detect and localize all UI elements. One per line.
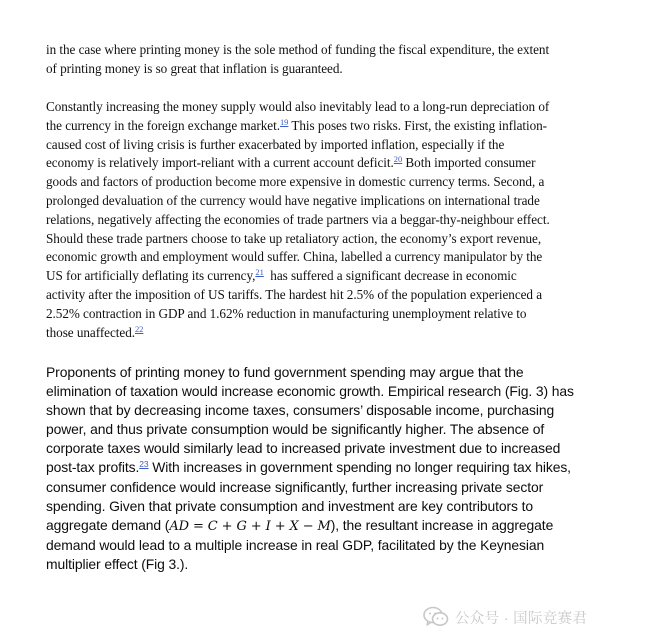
text-line (46, 267, 550, 286)
text-line: power, and thus private consumption would be significantly higher. The absence of (46, 421, 545, 438)
text-segment: This poses two risks. First, the existing inflation- (288, 117, 548, 133)
text-line: activity after the imposition of US tariffs. The hardest hit 2.5% of the population experienced a (46, 286, 543, 302)
text-segment: Both imported consumer (402, 155, 536, 171)
footnote-link-19[interactable]: 19 (279, 116, 289, 127)
text-line: caused cost of living crisis is further exacerbated by imported inflation, especially if the (46, 136, 505, 152)
text-segment: post-tax profits. (46, 459, 140, 476)
paragraph-currency-depreciation (46, 98, 550, 342)
text-line: Proponents of printing money to fund government spending may argue that the (46, 364, 524, 380)
text-line (46, 324, 550, 343)
text-line: corporate taxes would similarly lead to increased private investment due to increased (46, 440, 561, 457)
text-line: shown that by decreasing income taxes, consumers’ disposable income, purchasing (46, 402, 555, 419)
footnote-link-23[interactable]: 23 (139, 459, 149, 470)
text-segment: aggregate demand ( (46, 516, 170, 533)
wechat-logo-icon (423, 605, 449, 629)
footnote-link-22[interactable]: 22 (134, 323, 144, 334)
text-line: prolonged devaluation of the currency would have negative implications on international trade (46, 192, 540, 208)
text-line: 2.52% contraction in GDP and 1.62% reduction in manufacturing unemployment relative to (46, 305, 527, 321)
text-line: goods and factors of production become more expensive in domestic currency terms. Second, a (46, 174, 545, 190)
text-line (46, 117, 550, 136)
text-segment: the currency in the foreign exchange market. (46, 117, 280, 133)
paragraph-tax-elimination-argument (46, 363, 574, 574)
aggregate-demand-equation: AD = C + G + I + X − M (169, 518, 331, 534)
footnote-link-21[interactable]: 21 (255, 267, 264, 278)
text-segment: those unaffected. (46, 324, 135, 340)
text-line: in the case where printing money is the sole method of funding the fiscal expenditure, the extent (46, 42, 550, 57)
text-line: of printing money is so great that inflation is guaranteed. (46, 60, 343, 76)
text-line (46, 516, 574, 536)
text-line: Should these trade partners choose to take up retaliatory action, the economy’s export revenue, (46, 230, 542, 246)
watermark-text: 公众号 · 国际竞赛君 (455, 610, 588, 627)
text-segment: has suffered a significant decrease in economic (263, 268, 517, 284)
text-line: spending. Given that private consumption and investment are key contributors to (46, 497, 534, 514)
wechat-watermark (423, 603, 587, 631)
text-line: multiplier effect (Fig 3.). (46, 555, 189, 572)
text-segment: economy is relatively import-reliant with a current account deficit. (46, 155, 394, 171)
text-line: Constantly increasing the money supply would also inevitably lead to a long-run depreciation of (46, 99, 550, 114)
text-line (46, 154, 550, 173)
paragraph-inflation-conclusion (46, 41, 549, 79)
text-line: demand would lead to a multiple increase in real GDP, facilitated by the Keynesian (46, 536, 545, 553)
text-segment: US for artificially deflating its currency, (46, 268, 256, 284)
text-segment: ), the resultant increase in aggregate (330, 516, 554, 533)
footnote-link-20[interactable]: 20 (393, 154, 403, 165)
text-line: elimination of taxation would increase economic growth. Empirical research (Fig. 3) has (46, 383, 574, 400)
text-segment: With increases in government spending no longer requiring tax hikes, (148, 459, 571, 476)
text-line: consumer confidence would increase significantly, further increasing private sector (46, 478, 544, 495)
text-line: relations, negatively affecting the economies of trade partners via a beggar-thy-neighbour effect. (46, 211, 550, 227)
text-line: economic growth and employment would suffer. China, labelled a currency manipulator by the (46, 249, 543, 265)
text-line (46, 458, 574, 477)
